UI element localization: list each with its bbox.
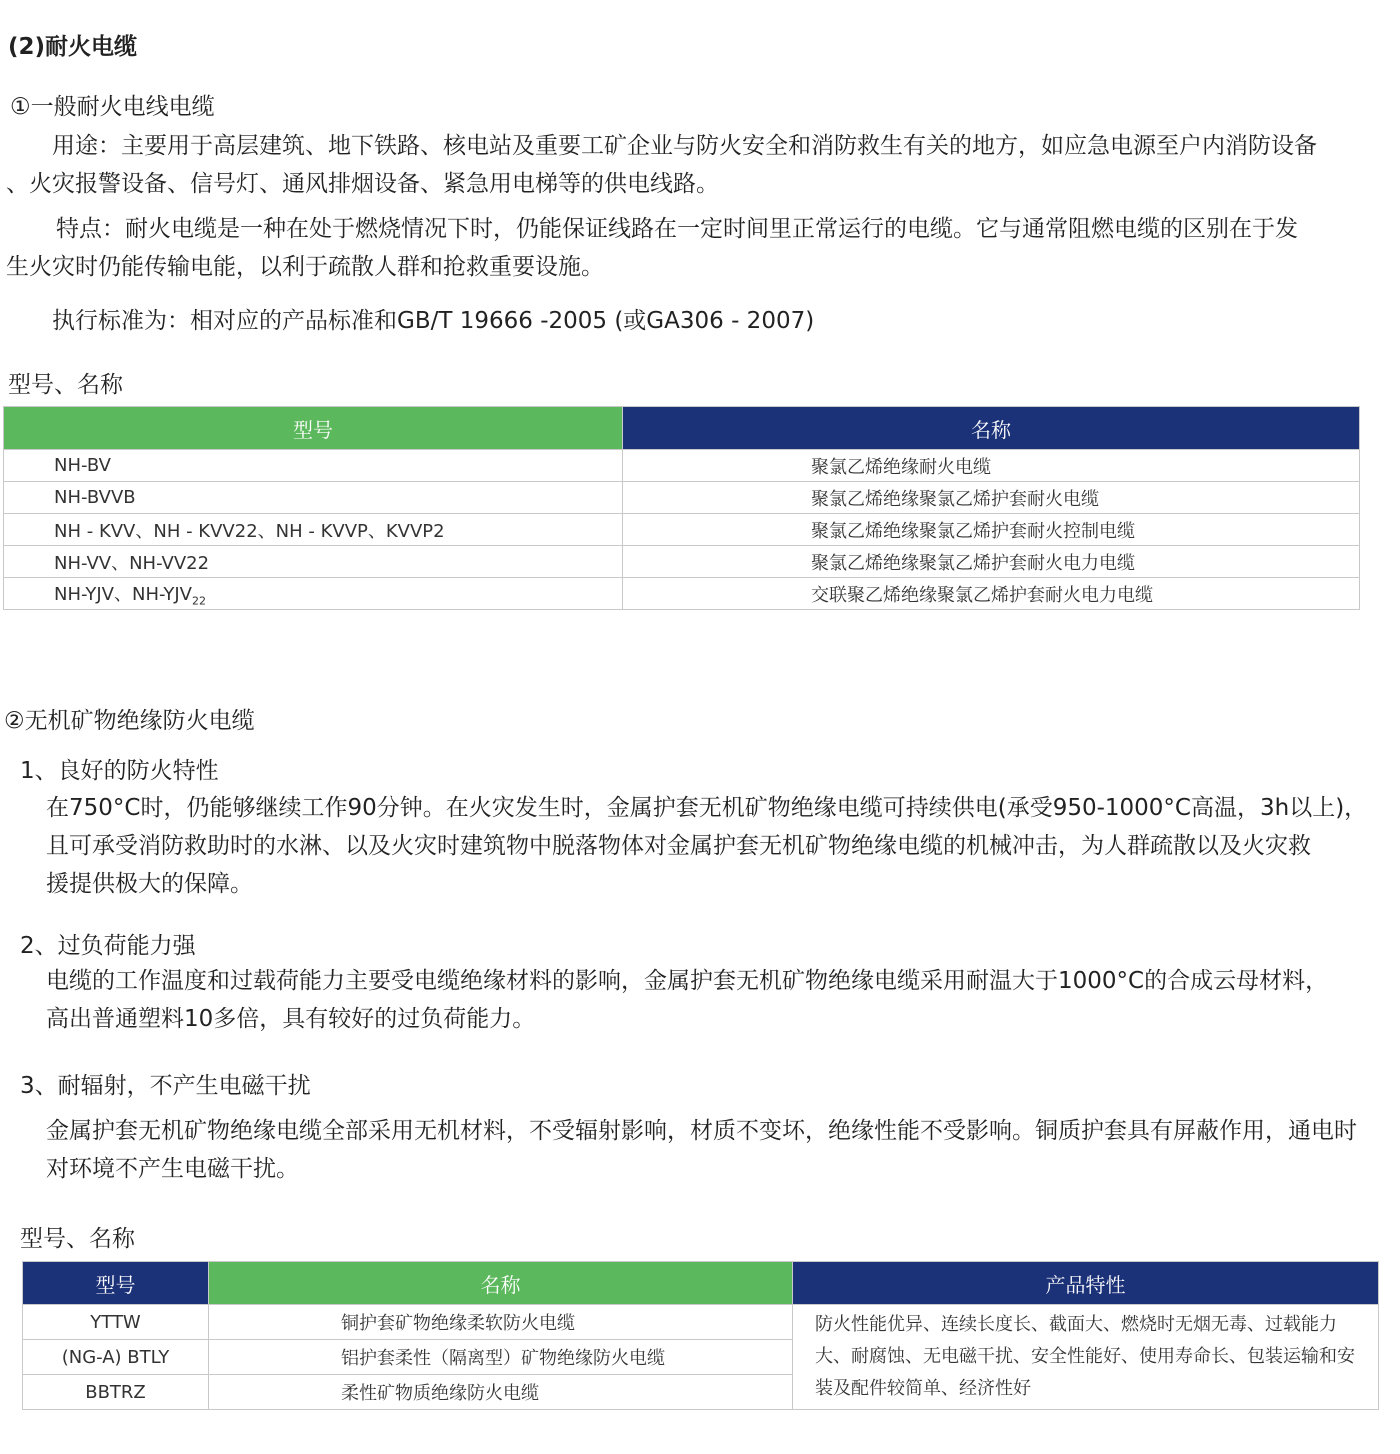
- item1-line-2: 且可承受消防救助时的水淋、以及火灾时建筑物中脱落物体对金属护套无机矿物绝缘电缆的机械冲击，为人群疏散以及火灾救: [46, 833, 1311, 859]
- model-cell: NH-BV: [4, 450, 623, 482]
- item2-line-1: 电缆的工作温度和过载荷能力主要受电缆绝缘材料的影响，金属护套无机矿物绝缘电缆采用耐温大于1000°C的合成云母材料，: [46, 968, 1329, 994]
- table-header-row: [4, 407, 1360, 450]
- item3-line-1: 金属护套无机矿物绝缘电缆全部采用无机材料，不受辐射影响，材质不变坏，绝缘性能不受影响。铜质护套具有屏蔽作用，通电时: [46, 1118, 1357, 1144]
- usage-line-1: 用途：主要用于高层建筑、地下铁路、核电站及重要工矿企业与防火安全和消防救生有关的地方，如应急电源至户内消防设备: [52, 133, 1317, 159]
- page-title: (2)耐火电缆: [8, 34, 138, 60]
- name-cell: 聚氯乙烯绝缘聚氯乙烯护套耐火电力电缆: [623, 546, 1360, 578]
- model-cell: (NG-A) BTLY: [23, 1340, 209, 1375]
- header-name: 名称: [209, 1262, 793, 1305]
- header-feature: 产品特性: [793, 1262, 1379, 1305]
- section2-heading: ②无机矿物绝缘防火电缆: [4, 708, 255, 734]
- usage-line-2: 、火灾报警设备、信号灯、通风排烟设备、紧急用电梯等的供电线路。: [6, 171, 719, 197]
- table2-caption: 型号、名称: [20, 1226, 135, 1252]
- model-cell: [4, 578, 623, 610]
- item1-line-3: 援提供极大的保障。: [46, 871, 253, 897]
- fire-resistant-cable-table: [3, 406, 1360, 610]
- feature-cell: 防火性能优异、连续长度长、截面大、燃烧时无烟无毒、过载能力大、耐腐蚀、无电磁干扰、安全性能好、使用寿命长、包装运输和安装及配件较简单、经济性好: [793, 1305, 1379, 1410]
- table-row: [4, 546, 1360, 578]
- table-header-row: [23, 1262, 1379, 1305]
- name-cell: 铜护套矿物绝缘柔软防火电缆: [209, 1305, 793, 1340]
- item1-line-1: 在750°C时，仍能够继续工作90分钟。在火灾发生时，金属护套无机矿物绝缘电缆可持续供电(承受950-1000°C高温，3h以上)，: [46, 795, 1368, 821]
- item1-title: 1、良好的防火特性: [20, 758, 219, 784]
- item2-title: 2、过负荷能力强: [20, 933, 196, 959]
- name-cell: 聚氯乙烯绝缘聚氯乙烯护套耐火电缆: [623, 482, 1360, 514]
- model-cell: NH - KVV、NH - KVV22、NH - KVVP、KVVP2: [4, 514, 623, 546]
- feature-line-2: 生火灾时仍能传输电能，以利于疏散人群和抢救重要设施。: [6, 254, 604, 280]
- table-row: [23, 1305, 1379, 1340]
- model-cell: NH-BVVB: [4, 482, 623, 514]
- name-cell: 聚氯乙烯绝缘聚氯乙烯护套耐火控制电缆: [623, 514, 1360, 546]
- name-cell: 柔性矿物质绝缘防火电缆: [209, 1375, 793, 1410]
- item3-title: 3、耐辐射，不产生电磁干扰: [20, 1073, 311, 1099]
- header-name: 名称: [623, 407, 1360, 450]
- item2-line-2: 高出普通塑料10多倍，具有较好的过负荷能力。: [46, 1006, 536, 1032]
- model-text: NH-YJV、NH-YJV: [54, 583, 192, 605]
- name-cell: 交联聚乙烯绝缘聚氯乙烯护套耐火电力电缆: [623, 578, 1360, 610]
- feature-line-1: 特点：耐火电缆是一种在处于燃烧情况下时，仍能保证线路在一定时间里正常运行的电缆。它与通常阻燃电缆的区别在于发: [56, 216, 1298, 242]
- model-subscript: 22: [191, 594, 206, 608]
- item3-line-2: 对环境不产生电磁干扰。: [46, 1156, 299, 1182]
- table-row: [4, 578, 1360, 610]
- model-cell: BBTRZ: [23, 1375, 209, 1410]
- model-cell: NH-VV、NH-VV22: [4, 546, 623, 578]
- name-cell: 聚氯乙烯绝缘耐火电缆: [623, 450, 1360, 482]
- header-model: 型号: [23, 1262, 209, 1305]
- table1-caption: 型号、名称: [8, 372, 123, 398]
- table-row: [4, 450, 1360, 482]
- standard-text: 执行标准为：相对应的产品标准和GB/T 19666 -2005 (或GA306 - 2007): [52, 308, 815, 334]
- name-cell: 铝护套柔性（隔离型）矿物绝缘防火电缆: [209, 1340, 793, 1375]
- section1-heading: ①一般耐火电线电缆: [10, 94, 215, 120]
- model-cell: YTTW: [23, 1305, 209, 1340]
- header-model: 型号: [4, 407, 623, 450]
- mineral-insulated-cable-table: [22, 1261, 1379, 1410]
- table-row: [4, 514, 1360, 546]
- table-row: [4, 482, 1360, 514]
